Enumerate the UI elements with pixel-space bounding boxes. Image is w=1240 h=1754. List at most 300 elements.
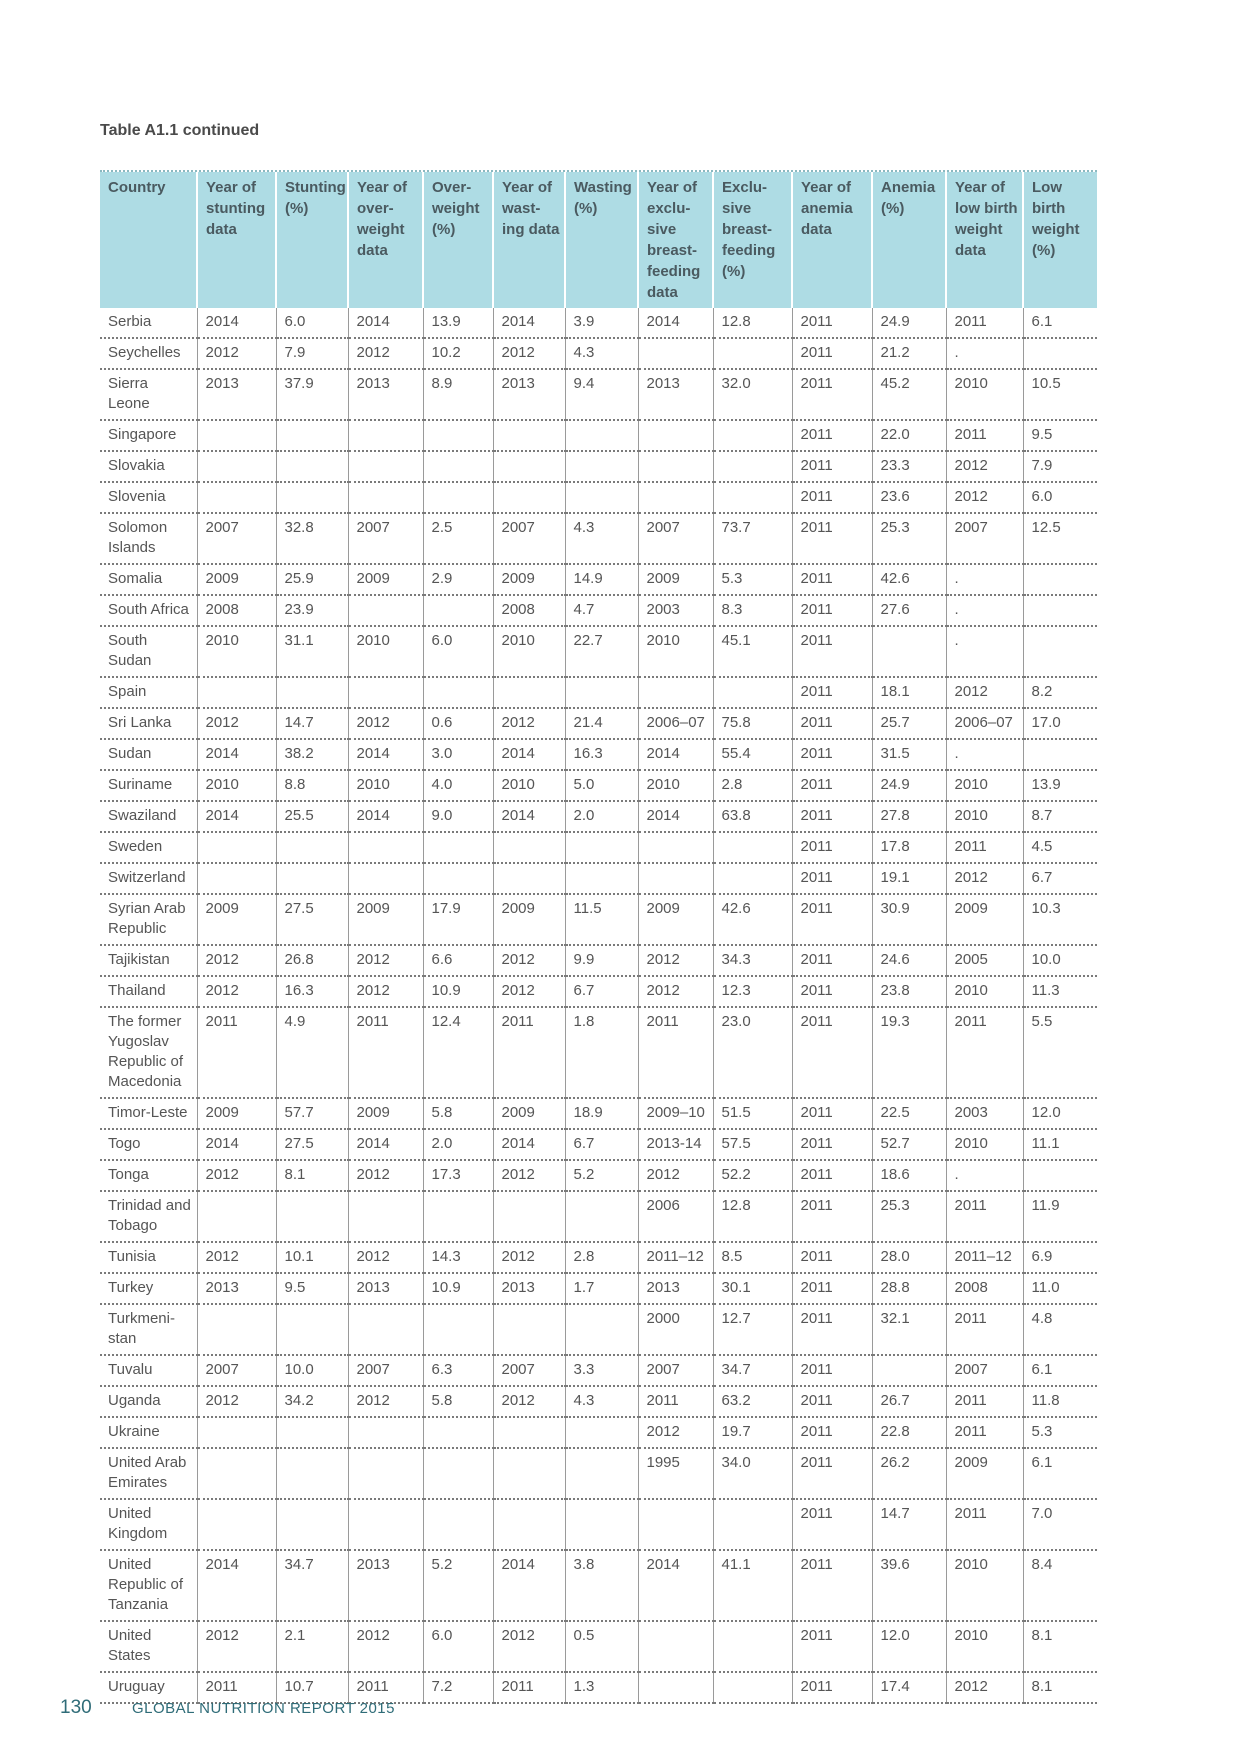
value-cell [1023,739,1097,770]
value-cell: 2014 [197,1129,276,1160]
value-cell: 2011 [792,626,872,677]
value-cell [565,863,638,894]
value-cell: 11.3 [1023,976,1097,1007]
value-cell: 2013 [197,1273,276,1304]
value-cell: 2010 [348,770,423,801]
value-cell: 22.8 [872,1417,946,1448]
value-cell [348,1191,423,1242]
country-cell: Tonga [100,1160,197,1191]
value-cell: 2007 [197,513,276,564]
value-cell: 34.7 [713,1355,792,1386]
value-cell: 9.0 [423,801,493,832]
value-cell: 2011 [792,1417,872,1448]
value-cell: 2012 [348,1242,423,1273]
value-cell: 2007 [348,1355,423,1386]
country-cell: Tunisia [100,1242,197,1273]
value-cell: 2011 [792,369,872,420]
value-cell: 6.0 [423,1621,493,1672]
table-row [100,1550,1097,1621]
value-cell: 4.7 [565,595,638,626]
value-cell: 4.0 [423,770,493,801]
value-cell: 3.3 [565,1355,638,1386]
value-cell: 23.6 [872,482,946,513]
value-cell: 2013-14 [638,1129,713,1160]
value-cell: 2011 [792,420,872,451]
value-cell [713,832,792,863]
value-cell: 2014 [348,801,423,832]
value-cell: 2012 [638,945,713,976]
country-cell: United Arab Emirates [100,1448,197,1499]
country-cell: Sudan [100,739,197,770]
value-cell: 2010 [348,626,423,677]
value-cell: 2011 [792,482,872,513]
table-row [100,626,1097,677]
value-cell: 2006 [638,1191,713,1242]
value-cell: 12.8 [713,1191,792,1242]
value-cell [872,626,946,677]
value-cell: 12.0 [872,1621,946,1672]
value-cell: 38.2 [276,739,348,770]
value-cell [713,338,792,369]
value-cell [638,1499,713,1550]
value-cell [565,677,638,708]
value-cell: 2011 [792,1386,872,1417]
column-header: Year of wast-ing data [493,172,565,308]
value-cell: 2009 [197,1098,276,1129]
value-cell [493,1499,565,1550]
table-row [100,420,1097,451]
value-cell: 10.5 [1023,369,1097,420]
value-cell: 2011 [792,1242,872,1273]
value-cell [423,1304,493,1355]
page-number: 130 [60,1697,92,1718]
value-cell: 1.3 [565,1672,638,1703]
value-cell: 2009 [493,1098,565,1129]
value-cell [565,420,638,451]
value-cell: 2011 [946,832,1023,863]
value-cell: 9.4 [565,369,638,420]
value-cell: 2011 [792,801,872,832]
value-cell: 0.5 [565,1621,638,1672]
value-cell [1023,626,1097,677]
value-cell: 9.5 [1023,420,1097,451]
value-cell [197,1191,276,1242]
value-cell: 14.7 [276,708,348,739]
value-cell: 4.8 [1023,1304,1097,1355]
table-row [100,1129,1097,1160]
value-cell [638,677,713,708]
value-cell [493,1304,565,1355]
value-cell: 2011 [792,1160,872,1191]
value-cell [493,863,565,894]
value-cell: . [946,739,1023,770]
value-cell: 2011 [792,739,872,770]
value-cell [276,677,348,708]
value-cell [1023,338,1097,369]
value-cell: 2010 [946,770,1023,801]
value-cell: 2011 [946,1007,1023,1098]
country-cell: Togo [100,1129,197,1160]
value-cell: 23.3 [872,451,946,482]
value-cell: 2012 [638,1417,713,1448]
value-cell: 2014 [197,308,276,338]
value-cell: 2011 [792,1355,872,1386]
value-cell: 2007 [946,1355,1023,1386]
value-cell: 8.2 [1023,677,1097,708]
value-cell: 2011 [946,1386,1023,1417]
value-cell: 5.3 [1023,1417,1097,1448]
table-row [100,451,1097,482]
country-cell: Slovenia [100,482,197,513]
value-cell: 25.7 [872,708,946,739]
value-cell [493,832,565,863]
value-cell: 10.9 [423,1273,493,1304]
value-cell: 2006–07 [946,708,1023,739]
country-cell: Ukraine [100,1417,197,1448]
table-row [100,1448,1097,1499]
value-cell [565,1448,638,1499]
value-cell: 52.7 [872,1129,946,1160]
value-cell: 17.0 [1023,708,1097,739]
value-cell [348,451,423,482]
country-cell: Trinidad and Tobago [100,1191,197,1242]
value-cell [1023,564,1097,595]
value-cell: 2009 [638,564,713,595]
value-cell [638,451,713,482]
value-cell: 2005 [946,945,1023,976]
value-cell: 2014 [348,739,423,770]
value-cell: 51.5 [713,1098,792,1129]
value-cell [423,1191,493,1242]
value-cell: 12.4 [423,1007,493,1098]
table-row [100,1191,1097,1242]
value-cell: 2012 [493,708,565,739]
value-cell: 63.2 [713,1386,792,1417]
value-cell: 25.3 [872,1191,946,1242]
value-cell: 73.7 [713,513,792,564]
value-cell: 2.5 [423,513,493,564]
value-cell: 8.1 [276,1160,348,1191]
country-cell: Timor-Leste [100,1098,197,1129]
value-cell [348,420,423,451]
value-cell: 2012 [348,1621,423,1672]
value-cell: 21.2 [872,338,946,369]
value-cell [276,1448,348,1499]
value-cell: 5.5 [1023,1007,1097,1098]
value-cell [197,1499,276,1550]
value-cell: 10.1 [276,1242,348,1273]
table-row [100,739,1097,770]
country-cell: Singapore [100,420,197,451]
table-row [100,894,1097,945]
column-header: Year of over-weight data [348,172,423,308]
table-row [100,1007,1097,1098]
column-header: Anemia (%) [872,172,946,308]
country-cell: Turkmeni-stan [100,1304,197,1355]
value-cell: 2011 [493,1672,565,1703]
value-cell [638,420,713,451]
value-cell [276,1417,348,1448]
value-cell: 2012 [946,863,1023,894]
value-cell: 2010 [197,626,276,677]
value-cell [197,863,276,894]
value-cell: 32.8 [276,513,348,564]
value-cell [638,338,713,369]
value-cell: 10.2 [423,338,493,369]
value-cell: 2011 [792,863,872,894]
value-cell: 2011 [946,1499,1023,1550]
value-cell: 2012 [493,976,565,1007]
value-cell: 2.9 [423,564,493,595]
value-cell [638,1672,713,1703]
value-cell: 8.4 [1023,1550,1097,1621]
value-cell: 14.3 [423,1242,493,1273]
value-cell [638,1621,713,1672]
value-cell: 2011 [792,1621,872,1672]
value-cell: 2011 [792,595,872,626]
value-cell [565,1499,638,1550]
value-cell: 3.0 [423,739,493,770]
value-cell: 2009 [197,564,276,595]
value-cell: 0.6 [423,708,493,739]
value-cell [493,677,565,708]
table-row [100,976,1097,1007]
country-cell: Switzerland [100,863,197,894]
value-cell: 2012 [197,1160,276,1191]
value-cell [638,832,713,863]
value-cell: 2012 [946,451,1023,482]
value-cell: 2003 [638,595,713,626]
value-cell: 2010 [493,626,565,677]
value-cell: 17.4 [872,1672,946,1703]
value-cell: 11.8 [1023,1386,1097,1417]
value-cell: 2014 [493,739,565,770]
value-cell: 2003 [946,1098,1023,1129]
value-cell [565,451,638,482]
value-cell: 17.3 [423,1160,493,1191]
value-cell [348,677,423,708]
value-cell: 26.8 [276,945,348,976]
value-cell: 2011 [792,945,872,976]
value-cell: 25.9 [276,564,348,595]
value-cell: 2011 [348,1672,423,1703]
value-cell: 6.7 [1023,863,1097,894]
value-cell: 6.7 [565,1129,638,1160]
value-cell: 2013 [348,369,423,420]
value-cell: 4.5 [1023,832,1097,863]
country-cell: Sweden [100,832,197,863]
value-cell: 13.9 [1023,770,1097,801]
value-cell: 2010 [946,369,1023,420]
value-cell: 2014 [638,308,713,338]
value-cell: 2.8 [565,1242,638,1273]
value-cell: 2011 [792,1098,872,1129]
value-cell: 2011 [792,338,872,369]
value-cell: 27.5 [276,894,348,945]
value-cell: 2009–10 [638,1098,713,1129]
value-cell: 2012 [197,1242,276,1273]
value-cell: 5.2 [565,1160,638,1191]
table-row [100,1499,1097,1550]
value-cell: 2010 [946,1550,1023,1621]
value-cell [197,451,276,482]
value-cell: 10.9 [423,976,493,1007]
value-cell: 5.3 [713,564,792,595]
value-cell [713,1621,792,1672]
value-cell [348,1499,423,1550]
value-cell: 2012 [946,677,1023,708]
country-cell: Slovakia [100,451,197,482]
value-cell [197,1448,276,1499]
country-cell: Seychelles [100,338,197,369]
value-cell [872,1355,946,1386]
value-cell: 2011 [792,976,872,1007]
value-cell: 2007 [946,513,1023,564]
value-cell: 2014 [197,739,276,770]
value-cell: 2011 [638,1386,713,1417]
table-row [100,1098,1097,1129]
value-cell: 2011 [946,1304,1023,1355]
value-cell: 22.5 [872,1098,946,1129]
value-cell: 2009 [348,564,423,595]
value-cell: 2013 [348,1550,423,1621]
value-cell [197,420,276,451]
value-cell [713,420,792,451]
value-cell [423,595,493,626]
value-cell: 2013 [638,1273,713,1304]
value-cell [276,482,348,513]
value-cell [423,482,493,513]
value-cell [197,832,276,863]
value-cell: 2014 [493,801,565,832]
value-cell: 45.1 [713,626,792,677]
value-cell: 6.1 [1023,308,1097,338]
value-cell: 45.2 [872,369,946,420]
value-cell [638,482,713,513]
value-cell [276,451,348,482]
value-cell: 11.0 [1023,1273,1097,1304]
value-cell [276,863,348,894]
table-row [100,1273,1097,1304]
value-cell: 26.7 [872,1386,946,1417]
value-cell: 21.4 [565,708,638,739]
value-cell: 9.9 [565,945,638,976]
value-cell: 2011 [792,1129,872,1160]
value-cell: 12.5 [1023,513,1097,564]
value-cell: 2011 [792,451,872,482]
value-cell [197,482,276,513]
value-cell [276,832,348,863]
value-cell: 6.0 [276,308,348,338]
value-cell [1023,1160,1097,1191]
value-cell [638,863,713,894]
value-cell: 8.9 [423,369,493,420]
value-cell: 27.6 [872,595,946,626]
value-cell: 2011 [638,1007,713,1098]
table-caption: Table A1.1 continued [100,122,260,139]
value-cell: 1995 [638,1448,713,1499]
value-cell: 2010 [946,1129,1023,1160]
value-cell: 2011 [792,1448,872,1499]
value-cell: 22.7 [565,626,638,677]
value-cell [348,482,423,513]
value-cell: 5.8 [423,1098,493,1129]
value-cell: 6.0 [1023,482,1097,513]
value-cell [348,1417,423,1448]
value-cell: 6.0 [423,626,493,677]
value-cell: 34.2 [276,1386,348,1417]
country-cell: Sierra Leone [100,369,197,420]
value-cell [565,1191,638,1242]
column-header: Exclu-sive breast-feeding (%) [713,172,792,308]
value-cell: 1.7 [565,1273,638,1304]
country-cell: United Republic of Tanzania [100,1550,197,1621]
value-cell: 2011–12 [638,1242,713,1273]
value-cell: 39.6 [872,1550,946,1621]
table-row [100,1355,1097,1386]
value-cell: 41.1 [713,1550,792,1621]
value-cell [423,420,493,451]
value-cell [423,1499,493,1550]
value-cell: 2012 [946,482,1023,513]
value-cell: 57.5 [713,1129,792,1160]
country-cell: South Africa [100,595,197,626]
value-cell: 8.1 [1023,1672,1097,1703]
value-cell: 3.9 [565,308,638,338]
value-cell: 2009 [348,1098,423,1129]
value-cell: 7.2 [423,1672,493,1703]
value-cell: 28.0 [872,1242,946,1273]
value-cell: 28.8 [872,1273,946,1304]
value-cell: 2.8 [713,770,792,801]
value-cell [713,863,792,894]
value-cell: 10.3 [1023,894,1097,945]
value-cell: 2009 [197,894,276,945]
value-cell: 2006–07 [638,708,713,739]
value-cell: 19.1 [872,863,946,894]
value-cell: 2014 [197,801,276,832]
value-cell: 2012 [638,1160,713,1191]
value-cell: 2010 [638,770,713,801]
value-cell: 2012 [348,976,423,1007]
value-cell: 2010 [638,626,713,677]
value-cell: 14.9 [565,564,638,595]
value-cell: 2012 [348,945,423,976]
value-cell: 52.2 [713,1160,792,1191]
value-cell: 12.8 [713,308,792,338]
value-cell: 2012 [638,976,713,1007]
value-cell: 42.6 [713,894,792,945]
value-cell: 5.0 [565,770,638,801]
value-cell: . [946,1160,1023,1191]
value-cell: 2014 [197,1550,276,1621]
value-cell [493,482,565,513]
value-cell: 10.0 [276,1355,348,1386]
value-cell: . [946,338,1023,369]
value-cell: 4.9 [276,1007,348,1098]
country-cell: United States [100,1621,197,1672]
country-cell: Somalia [100,564,197,595]
value-cell: 2011 [792,1273,872,1304]
value-cell [565,1417,638,1448]
value-cell [423,863,493,894]
table-row [100,1242,1097,1273]
table-row [100,564,1097,595]
value-cell [565,1304,638,1355]
value-cell: 2013 [638,369,713,420]
value-cell: 2010 [946,976,1023,1007]
value-cell: 30.1 [713,1273,792,1304]
